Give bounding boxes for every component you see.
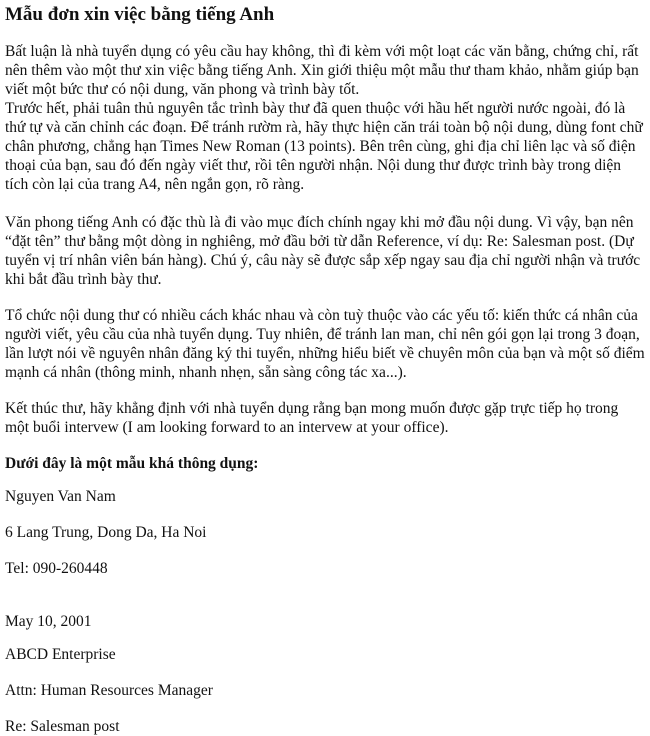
- style-paragraph: Văn phong tiếng Anh có đặc thù là đi vào mục đích chính ngay khi mở đầu nội dung. Vì vậy, bạn nên “đặt tên” thư bằng một dòng in nghiêng, mở đầu bởi từ dẫn Reference, ví dụ: Re: Salesman post. (Dự tuyển vị trí nhân viên bán hàng). Chú ý, câu này sẽ được sắp xếp ngay sau địa chỉ người nhận và trước khi bắt đầu trình bày thư.: [5, 214, 641, 288]
- document-page: [5, 0, 645, 736]
- letter-recipient-company: ABCD Enterprise: [5, 646, 116, 663]
- intro-paragraph-2: Trước hết, phải tuân thủ nguyên tắc trình bày thư đã quen thuộc với hầu hết người nước ngoài, đó là thứ tự và căn chỉnh các đoạn. Để tránh rườm rà, hãy thực hiện căn trái toàn bộ nội dung, dùng font chữ chân phương, chẳng hạn Times New Roman (13 points). Bên trên cùng, ghi địa chỉ liên lạc và số điện thoại của bạn, sau đó đến ngày viết thư, rồi tên người nhận. Nội dung thư được trình bày trong diện tích còn lại của trang A4, nên ngắn gọn, rõ ràng.: [5, 100, 643, 193]
- letter-sender-name: Nguyen Van Nam: [5, 488, 116, 505]
- intro-paragraph-1: Bất luận là nhà tuyển dụng có yêu cầu hay không, thì đi kèm với một loạt các văn bằng, chứng chỉ, rất nên thêm vào một thư xin việc bằng tiếng Anh. Xin giới thiệu một mẫu thư tham khảo, nhằm giúp bạn viết một bức thư có nội dung, văn phong và trình bày tốt.: [5, 43, 639, 98]
- letter-recipient-attn: Attn: Human Resources Manager: [5, 682, 213, 699]
- closing-paragraph: Kết thúc thư, hãy khẳng định với nhà tuyển dụng rằng bạn mong muốn được gặp trực tiếp họ trong một buổi intervew (I am looking forward to an intervew at your office).: [5, 400, 619, 436]
- letter-sender-tel: Tel: 090-260448: [5, 560, 108, 577]
- sample-heading: Dưới đây là một mẫu khá thông dụng:: [5, 455, 259, 472]
- content-paragraph: Tổ chức nội dung thư có nhiều cách khác nhau và còn tuỳ thuộc vào các yếu tố: kiến thức cá nhân của người viết, yêu cầu của nhà tuyển dụng. Tuy nhiên, để tránh lan man, chỉ nên gói gọn lại trong 3 đoạn, lần lượt nói về nguyên nhân đăng ký thi tuyển, những hiểu biết về chuyên môn của bạn và một số điểm mạnh cá nhân (thông minh, nhanh nhẹn, sẵn sàng công tác xa...).: [5, 307, 645, 381]
- letter-reference-line: Re: Salesman post: [5, 718, 120, 735]
- page-title: Mẫu đơn xin việc bằng tiếng Anh: [5, 4, 275, 25]
- letter-date: May 10, 2001: [5, 613, 92, 630]
- letter-sender-address: 6 Lang Trung, Dong Da, Ha Noi: [5, 524, 207, 541]
